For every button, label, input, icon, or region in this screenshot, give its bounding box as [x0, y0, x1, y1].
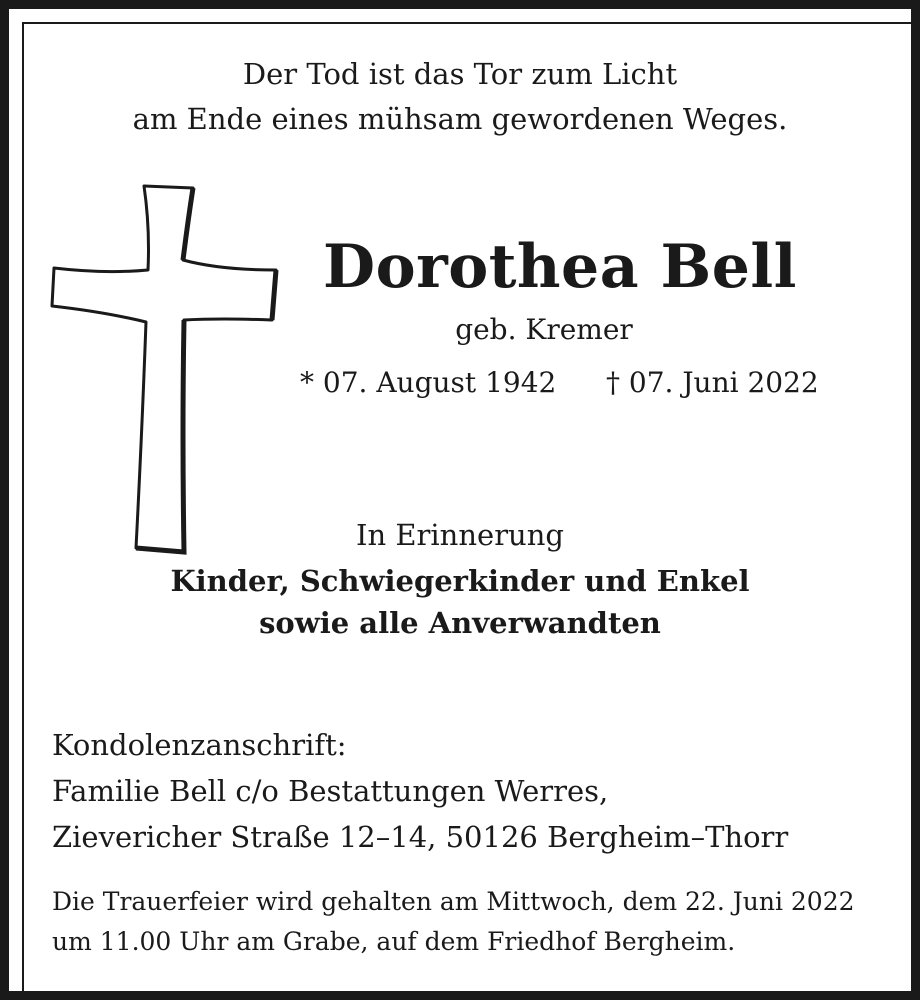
motto — [0, 52, 920, 142]
ceremony-notice — [52, 882, 855, 962]
condolence-label: Kondolenzanschrift: — [52, 728, 347, 762]
birth-name: geb. Kremer — [455, 313, 633, 346]
ceremony-line-2: um 11.00 Uhr am Grabe, auf dem Friedhof Bergheim. — [52, 927, 736, 956]
mourners-line-1: Kinder, Schwiegerkinder und Enkel — [170, 564, 750, 598]
memory-intro: In Erinnerung — [356, 518, 564, 552]
deceased-name: Dorothea Bell — [323, 232, 797, 302]
mourners-line-2: sowie alle Anverwandten — [259, 606, 661, 640]
birth-date: * 07. August 1942 — [300, 366, 557, 399]
condolence-address — [52, 722, 788, 860]
death-date: † 07. Juni 2022 — [606, 366, 819, 399]
motto-line-1: Der Tod ist das Tor zum Licht — [242, 57, 678, 91]
mourners — [0, 560, 920, 644]
condolence-line-1: Familie Bell c/o Bestattungen Werres, — [52, 774, 609, 808]
condolence-line-2: Zievericher Straße 12–14, 50126 Bergheim–Thorr — [52, 820, 789, 854]
ceremony-line-1: Die Trauerfeier wird gehalten am Mittwoch, dem 22. Juni 2022 — [52, 887, 855, 916]
motto-line-2: am Ende eines mühsam gewordenen Weges. — [132, 102, 788, 136]
